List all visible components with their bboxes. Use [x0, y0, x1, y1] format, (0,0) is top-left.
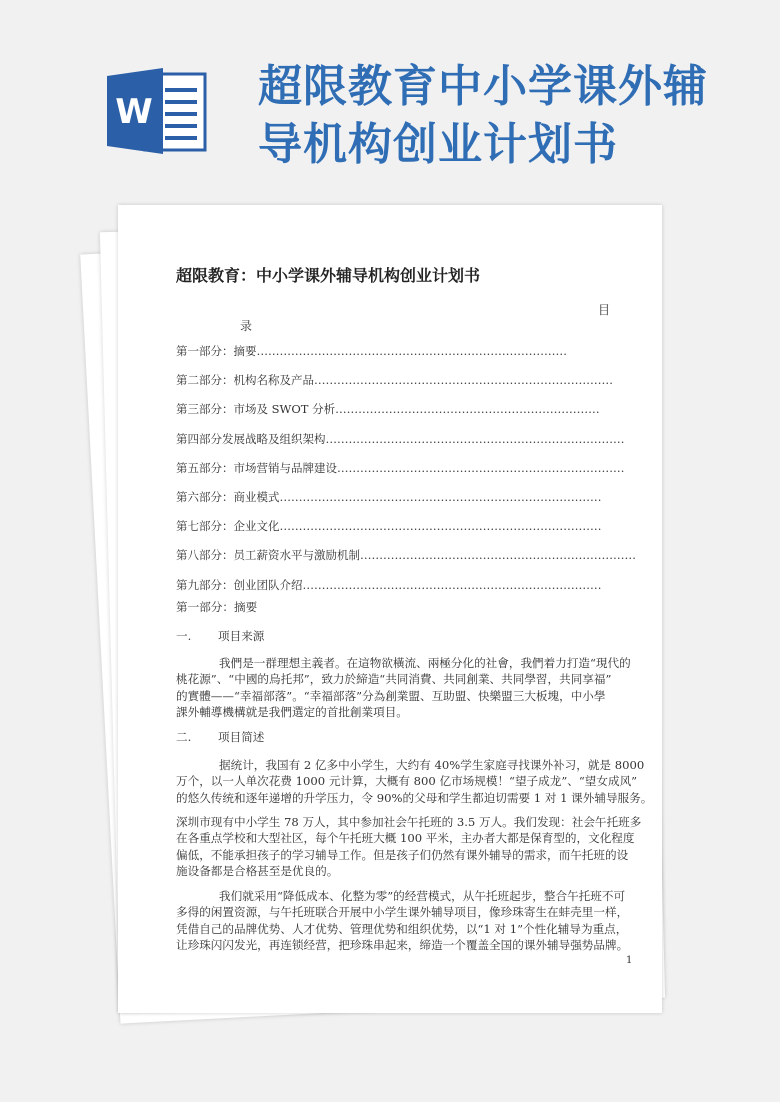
text-line: 的實體——“幸福部落”。“幸福部落”分為創業盟、互助盟、快樂盟三大板塊，中小學: [176, 688, 606, 703]
toc-item[interactable]: 第六部分：商业模式…………………………………………………………………………: [176, 489, 602, 504]
toc-item[interactable]: 第二部分：机构名称及产品……………………………………………………………………: [176, 373, 613, 388]
paragraph: [176, 655, 646, 720]
text-line: 我们就采用“降低成本、化整为零”的经营模式，从午托班起步，整合午托班不可: [219, 889, 626, 903]
section-title: 项目来源: [218, 629, 265, 643]
part-heading: 第一部分：摘要: [176, 600, 258, 614]
toc-item[interactable]: 第三部分：市场及 SWOT 分析……………………………………………………………: [176, 402, 600, 417]
document-page: [118, 205, 662, 1013]
paragraph: [176, 757, 653, 806]
toc-item[interactable]: 第七部分：企业文化…………………………………………………………………………: [176, 519, 602, 534]
text-line: 的悠久传统和逐年递增的升学压力，令 90%的父母和学生都迫切需要 1 对 1 课外辅导服务。: [176, 790, 653, 805]
section-number: 一.: [176, 629, 192, 643]
page-number: 1: [626, 955, 633, 966]
text-line: 施设备都是合格甚至是优良的。: [176, 863, 339, 878]
section-heading: [176, 729, 265, 745]
toc-item[interactable]: 第四部分发展战略及组织架构……………………………………………………………………: [176, 431, 625, 446]
toc-item[interactable]: 第八部分：员工薪资水平与激励机制………………………………………………………………: [176, 548, 636, 563]
word-document-icon: [107, 68, 207, 154]
toc-item[interactable]: 第五部分：市场营销与品牌建设…………………………………………………………………: [176, 460, 625, 475]
text-line: 凭借自己的品牌优势、人才优势、管理优势和组织优势，以“1 对 1”个性化辅导为重点，: [176, 921, 628, 936]
text-line: 深圳市现有中小学生 78 万人，其中参加社会午托班的 3.5 万人。我们发现：社会午托班多: [176, 815, 642, 829]
text-line: 让珍珠闪闪发光，再连锁经营，把珍珠串起来，缔造一个覆盖全国的课外辅导强势品牌。: [176, 937, 629, 952]
toc-item[interactable]: 第一部分：摘要………………………………………………………………………: [176, 344, 567, 358]
section-heading: [176, 628, 265, 644]
text-line: 在各重点学校和大型社区，每个午托班大概 100 平米，主办者大都是保育型的，文化程度: [176, 831, 635, 846]
text-line: 据统计，我国有 2 亿多中小学生，大约有 40%学生家庭寻找课外补习，就是 8000: [219, 758, 645, 772]
banner-title: [258, 58, 708, 174]
toc-heading: 目: [598, 303, 611, 317]
text-line: 多得的闲置资源，与午托班联合开展中小学生课外辅导项目，像珍珠寄生在蚌壳里一样，: [176, 905, 629, 920]
banner-title-line: 超限教育中小学课外辅: [258, 61, 708, 112]
text-line: 万个，以一人单次花费 1000 元计算，大概有 800 亿市场规模！“望子成龙”、“望女成风”: [176, 774, 638, 789]
banner-title-line: 导机构创业计划书: [258, 119, 618, 170]
section-number: 二.: [176, 730, 192, 744]
paragraph: [176, 888, 646, 953]
section-title: 项目简述: [218, 730, 265, 744]
paragraph: [176, 814, 646, 879]
toc-item[interactable]: 第九部分：创业团队介绍……………………………………………………………………: [176, 577, 602, 592]
text-line: 桃花源”、“中國的烏托邦”，致力於締造“共同消費、共同創業、共同學習，共同享福”: [176, 672, 612, 687]
svg-text:W: W: [115, 92, 153, 132]
document-title: 超限教育：中小学课外辅导机构创业计划书: [176, 266, 481, 285]
text-line: 偏低，不能承担孩子的学习辅导工作。但是孩子们仍然有课外辅导的需求，而午托班的设: [176, 847, 629, 862]
text-line: 課外輔導機構就是我們選定的首批創業項目。: [176, 704, 408, 719]
table-of-contents: [176, 343, 636, 606]
text-line: 我們是一群理想主義者。在這物欲橫流、兩極分化的社會，我們着力打造“現代的: [219, 656, 631, 670]
toc-heading: 录: [240, 319, 253, 333]
